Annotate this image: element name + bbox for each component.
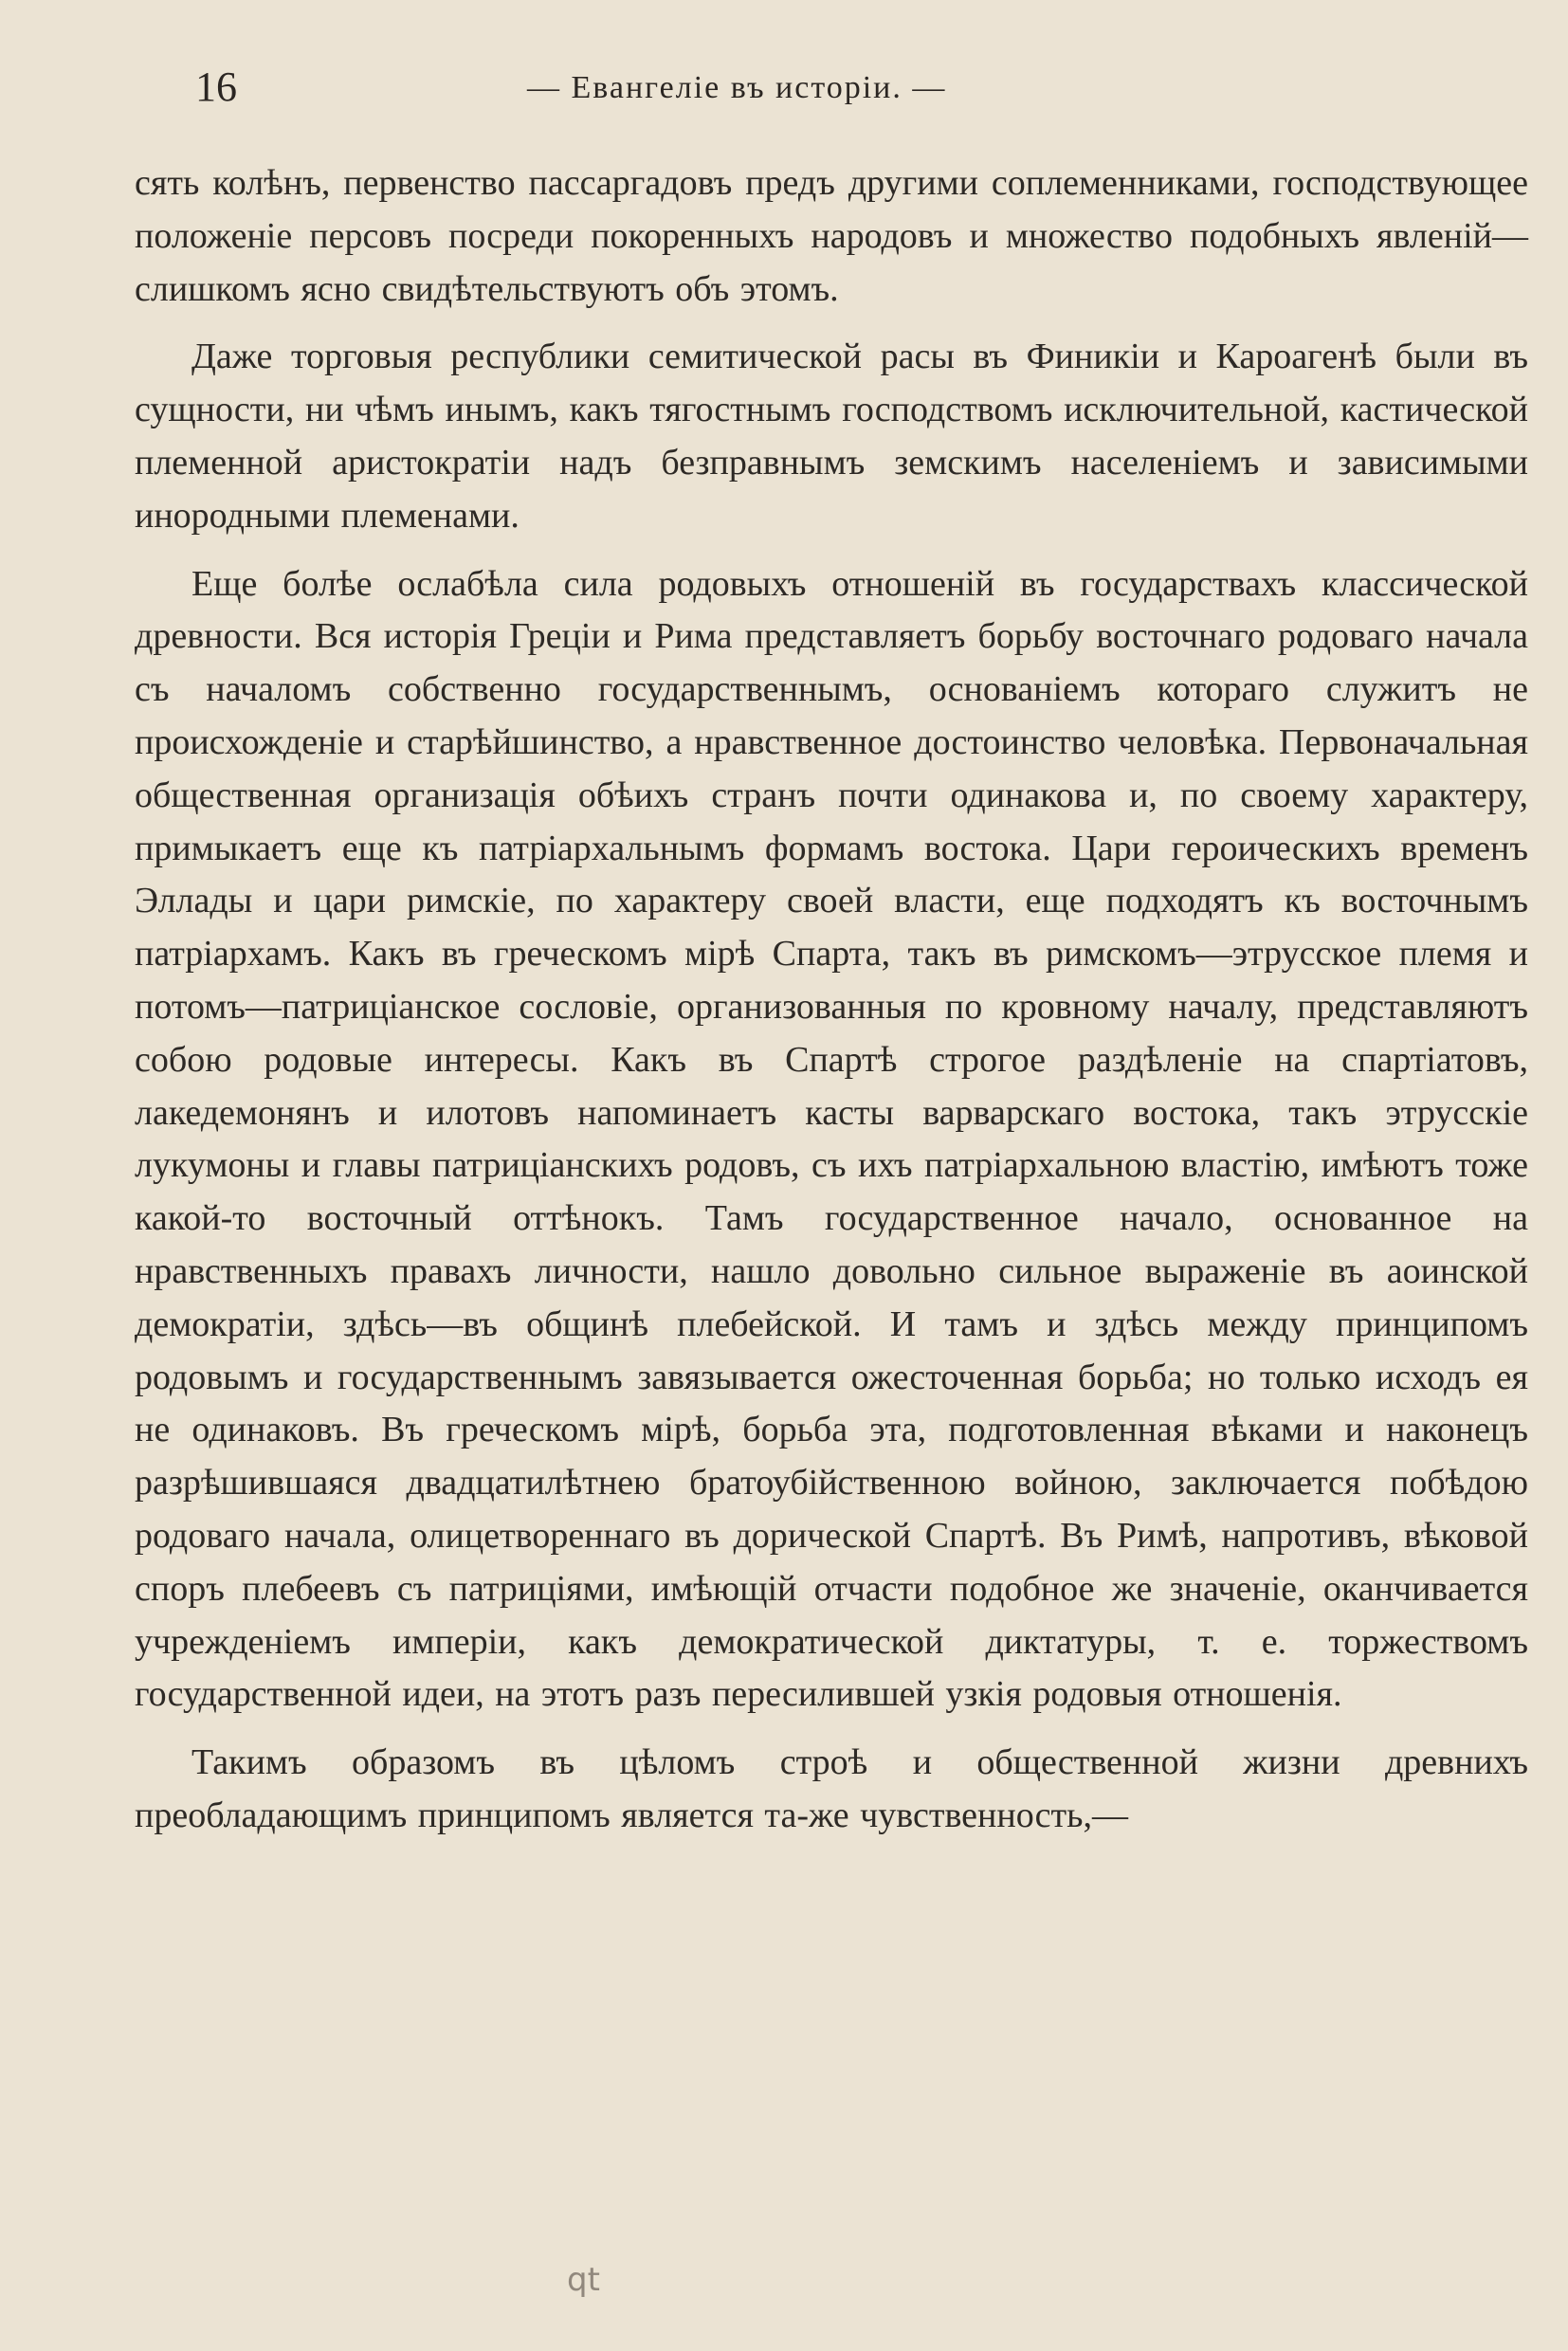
- body-text: [135, 157, 1528, 1843]
- page-number: 16: [195, 64, 237, 110]
- paragraph: Даже торговыя республики семитической расы въ Финикіи и Кароагенѣ были въ сущности, ни чѣмъ инымъ, какъ тягостнымъ господствомъ исключительной, кастической племенной аристократіи надъ безправнымъ земскимъ населеніемъ и зависимыми инородными племенами.: [135, 337, 1528, 536]
- page-header: [195, 59, 1392, 125]
- paragraph: Еще болѣе ослабѣла сила родовыхъ отношеній въ государствахъ классической древности. Вся исторія Греціи и Рима представляетъ борьбу восточнаго родоваго начала съ началомъ собственно государственнымъ, основаніемъ котораго служитъ не происхожденіе и старѣйшинство, а нравственное достоинство человѣка. Первоначальная общественная организація обѣихъ странъ почти одинакова и, по своему характеру, примыкаетъ еще къ патріархальнымъ формамъ востока. Цари героическихъ временъ Эллады и цари римскіе, по характеру своей власти, еще подходятъ къ восточнымъ патріархамъ. Какъ въ греческомъ мірѣ Спарта, такъ въ римскомъ—этрусское племя и потомъ—патриціанское сословіе, организованныя по кровному началу, представляютъ собою родовые интересы. Какъ въ Спартѣ строгое раздѣленіе на спартіатовъ, лакедемонянъ и илотовъ напоминаетъ касты варварскаго востока, такъ этрусскіе лукумоны и главы патриціанскихъ родовъ, съ ихъ патріархальною властію, имѣютъ тоже какой-то восточный оттѣнокъ. Тамъ государственное начало, основанное на нравственныхъ правахъ личности, нашло довольно сильное выраженіе въ аоинской демократіи, здѣсь—въ общинѣ плебейской. И тамъ и здѣсь между принципомъ родовымъ и государственнымъ завязывается ожесточенная борьба; но только исходъ ея не одинаковъ. Въ греческомъ мірѣ, борьба эта, подготовленная вѣками и наконецъ разрѣшившаяся двадцатилѣтнею братоубійственною войною, заключается побѣдою родоваго начала, олицетвореннаго въ дорической Спартѣ. Въ Римѣ, напротивъ, вѣковой споръ плебеевъ съ патриціями, имѣющій отчасти подобное же значеніе, оканчивается учрежденіемъ имперіи, какъ демократической диктатуры, т. е. торжествомъ государственной идеи, на этотъ разъ пересилившей узкія родовыя отношенія.: [135, 563, 1528, 1715]
- paragraph: Такимъ образомъ въ цѣломъ строѣ и общественной жизни древнихъ преобладающимъ принципомъ является та-же чувственность,—: [135, 1742, 1528, 1835]
- printer-signature-mark: qt: [567, 2261, 600, 2299]
- paragraph: сять колѣнъ, первенство пассаргадовъ предъ другими соплеменниками, господствующее положеніе персовъ посреди покоренныхъ народовъ и множество подобныхъ явленій—слишкомъ ясно свидѣтельствуютъ объ этомъ.: [135, 163, 1528, 309]
- running-title: — Евангеліе въ исторіи. —: [527, 70, 947, 105]
